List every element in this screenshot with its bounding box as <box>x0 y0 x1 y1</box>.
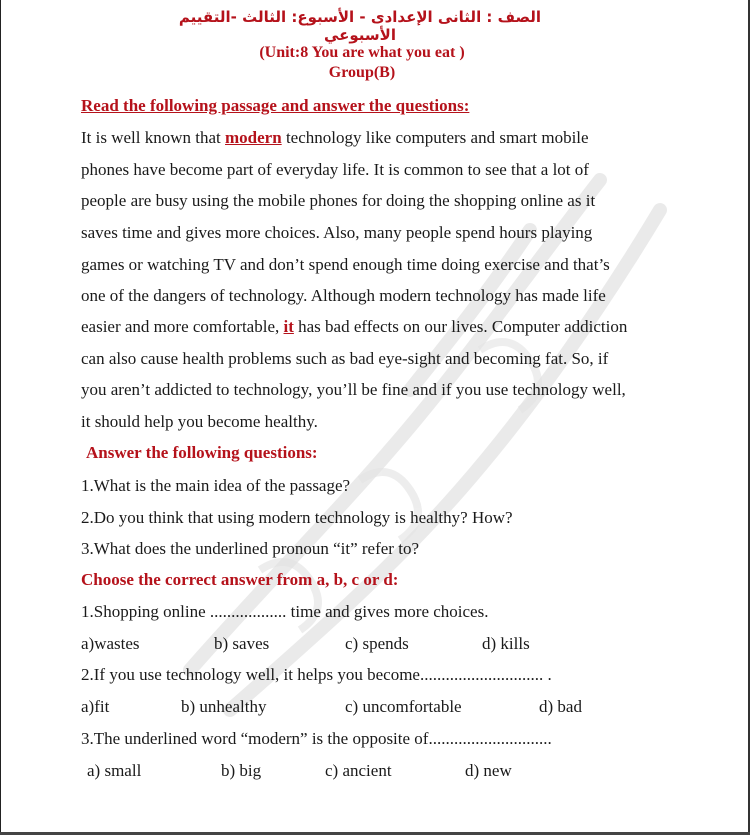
underlined-word-modern: modern <box>225 128 282 147</box>
left-border <box>0 0 1 835</box>
mcq-option: c) ancient <box>325 761 392 780</box>
mcq-option: b) saves <box>214 634 270 653</box>
question-item: 3.What does the underlined pronoun “it” refer to? <box>81 539 419 558</box>
mcq-option: a)fit <box>81 697 110 716</box>
mcq-option: b) unhealthy <box>181 697 267 716</box>
mcq-option: d) kills <box>482 634 530 653</box>
passage-line: saves time and gives more choices. Also, many people spend hours playing <box>81 223 593 242</box>
mcq-option: c) uncomfortable <box>345 697 462 716</box>
question-item: 1.What is the main idea of the passage? <box>81 476 351 495</box>
mcq-option: d) bad <box>539 697 582 716</box>
mcq-stem: 2.If you use technology well, it helps you become............................. . <box>81 665 552 684</box>
passage-line: easier and more comfortable, it has bad effects on our lives. Computer addiction <box>81 317 628 336</box>
mcq-option: d) new <box>465 761 512 780</box>
passage-line: games or watching TV and don’t spend enough time doing exercise and that’s <box>81 255 610 274</box>
underlined-word-it: it <box>283 317 294 336</box>
mcq-stem: 1.Shopping online .................. time and gives more choices. <box>81 602 489 621</box>
mcq-option: a)wastes <box>81 634 140 653</box>
passage-instruction: Read the following passage and answer the questions: <box>81 96 470 115</box>
passage-line: can also cause health problems such as bad eye-sight and becoming fat. So, if <box>81 349 609 368</box>
unit-title: (Unit:8 You are what you eat ) <box>259 44 465 61</box>
mcq-option: a) small <box>87 761 142 780</box>
passage-line: you aren’t addicted to technology, you’ll be fine and if you use technology well, <box>81 380 626 399</box>
passage-line: It is well known that modern technology like computers and smart mobile <box>81 128 589 147</box>
mcq-option: c) spends <box>345 634 409 653</box>
mcq-heading: Choose the correct answer from a, b, c or d: <box>81 570 399 589</box>
passage-line: one of the dangers of technology. Although modern technology has made life <box>81 286 606 305</box>
mcq-option: b) big <box>221 761 262 780</box>
arabic-header: الصف : الثانى الإعدادى - الأسبوع: الثالث -التقييم الأسبوعي <box>178 8 542 44</box>
group-label: Group(B) <box>328 64 396 81</box>
passage-line: people are busy using the mobile phones for doing the shopping online as it <box>81 191 596 210</box>
questions-heading: Answer the following questions: <box>86 443 318 462</box>
passage-line: phones have become part of everyday life. It is common to see that a lot of <box>81 160 589 179</box>
passage-line: it should help you become healthy. <box>81 412 318 431</box>
question-item: 2.Do you think that using modern technology is healthy? How? <box>81 508 513 527</box>
mcq-stem: 3.The underlined word “modern” is the opposite of............................. <box>81 729 552 748</box>
